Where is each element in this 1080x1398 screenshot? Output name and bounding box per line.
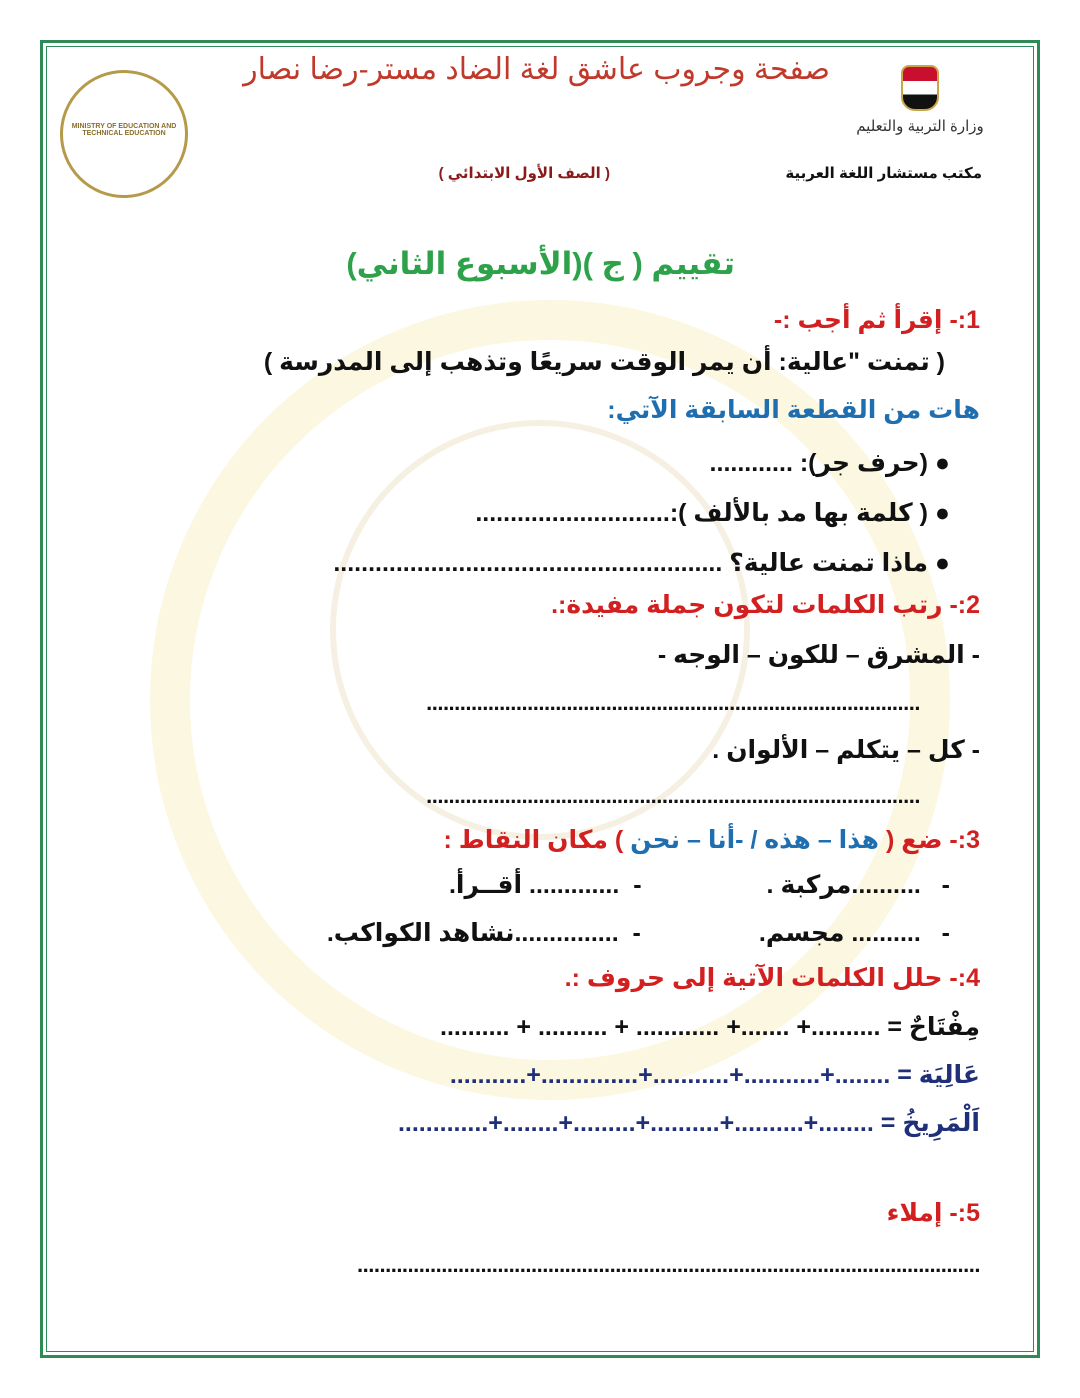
q3-row: - ..........مركبة . - ............. أقــرأ. (448, 871, 950, 899)
q1-item-text: ماذا تمنت عالية؟ ........................................................ (333, 549, 928, 577)
q1-passage: ( تمنت "عالية: أن يمر الوقت سريعًا وتذهب إلى المدرسة ) (263, 348, 945, 376)
ministry-seal (60, 70, 188, 198)
q4-heading: 4:- حلل الكلمات الآتية إلى حروف :. (564, 964, 980, 992)
q3-prefix: 3:- ضع ( (879, 826, 980, 854)
q1-item: ● (حرف جر): ............ (709, 449, 950, 477)
q4-row: مِفْتَاحٌ = ..........+ .......+ ............ + .......... + .......... (440, 1013, 980, 1041)
watermark-inner-ring (330, 420, 750, 840)
q2-heading: 2:- رتب الكلمات لتكون جملة مفيدة:. (551, 591, 980, 619)
q2-item: - المشرق – للكون – الوجه - (657, 641, 980, 669)
q1-item-text: ( كلمة بها مد بالألف ):............................ (475, 499, 928, 527)
q3-suffix: ) مكان النقاط : (443, 826, 631, 854)
q3-heading (60, 825, 980, 855)
q3-row: - .......... مجسم. - ...............نشاهد الكواكب. (326, 919, 950, 947)
q2-answer-line: ........................................................................................ (426, 690, 920, 715)
q1-instruction: هات من القطعة السابقة الآتي: (607, 396, 980, 424)
office-label: مكتب مستشار اللغة العربية (785, 165, 982, 182)
q4-row: اَلْمَرِيخُ = ........+..........+..........+.........+........+............. (397, 1109, 980, 1137)
q2-item: - كل – يتكلم – الألوان . (712, 736, 980, 764)
worksheet-title: تقييم ( ج )(الأسبوع الثاني) (346, 246, 735, 281)
q5-answer-line: ............................................................................................................... (357, 1252, 980, 1277)
q5-heading: 5:- إملاء (886, 1199, 980, 1227)
q1-item-text: (حرف جر): ............ (709, 449, 928, 477)
site-title: صفحة وجروب عاشق لغة الضاد مستر-رضا نصار (243, 53, 830, 86)
q3-words: هذا – هذه / -أنا – نحن (630, 826, 880, 854)
q1-item: ● ( كلمة بها مد بالألف ):............................ (475, 499, 950, 527)
q4-row: عَالِيَة = ........+...........+...........+..............+........... (449, 1061, 980, 1089)
eagle-emblem-icon (901, 65, 939, 111)
ministry-logo (855, 65, 985, 135)
q1-heading: 1:- إقرأ ثم أجب :- (773, 306, 980, 334)
q2-answer-line: ........................................................................................ (426, 783, 920, 808)
seal-text: MINISTRY OF EDUCATION AND TECHNICAL EDUCATION (71, 123, 177, 137)
q1-item: ● ماذا تمنت عالية؟ ........................................................ (333, 549, 950, 577)
grade-label: ( الصف الأول الابتدائي ) (438, 165, 610, 182)
ministry-logo-text: وزارة التربية والتعليم (856, 118, 984, 135)
